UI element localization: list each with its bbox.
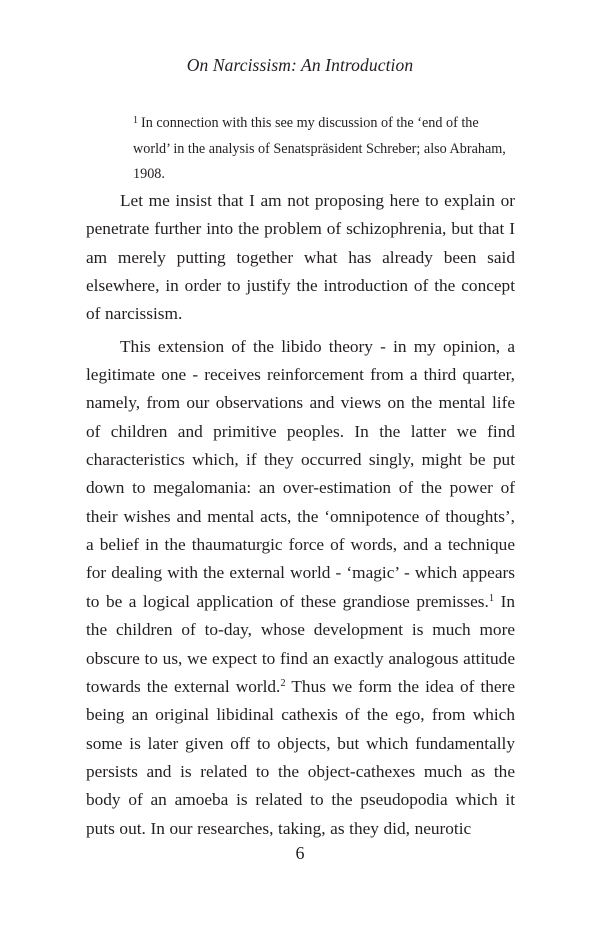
footnote-reference[interactable]: 1 [488, 592, 495, 604]
footnote [133, 108, 518, 188]
body-text [86, 187, 515, 843]
paragraph-text: Let me insist that I am not proposing here to explain or penetrate further into the problem of schizophrenia, but that I am merely putting together what has already been said elsewhere, in order to justify the introduction of the concept of narcissism. [86, 191, 515, 324]
running-head: On Narcissism: An Introduction [186, 55, 414, 75]
footnote-text: In connection with this see my discussion of the ‘end of the world’ in the analysis of Senatspräsident Schreber; also Abraham, 1908. [133, 115, 506, 182]
paragraph [86, 187, 515, 329]
paragraph-text: Thus we form the idea of there being an original libidinal cathexis of the ego, from which some is later given off to objects, but which fundamentally persists and is related to the object-cathexes much as the body of an amoeba is related to the pseudopodia which it puts out. In our researches, taking, as they did, neurotic [86, 676, 515, 838]
paragraph-text: In the children of to-day, whose development is much more obscure to us, we expect to find an exactly analogous attitude towards the external world. [86, 591, 515, 696]
footnote-marker: 1 [133, 115, 138, 126]
paragraph-text: This extension of the libido theory - in my opinion, a legitimate one - receives reinforcement from a third quarter, namely, from our observations and views on the mental life of children and primitive peoples. In the latter we find characteristics which, if they occurred singly, might be put down to megalomania: an over-estimation of the power of their wishes and mental acts, the ‘omnipotence of thoughts’, a belief in the thaumaturgic force of words, and a technique for dealing with the external world - ‘magic’ - which appears to be a logical application of these grandiose premisses. [86, 336, 515, 611]
page-number: 6 [295, 843, 305, 863]
paragraph [86, 333, 515, 843]
footnote-reference[interactable]: 2 [280, 677, 286, 689]
